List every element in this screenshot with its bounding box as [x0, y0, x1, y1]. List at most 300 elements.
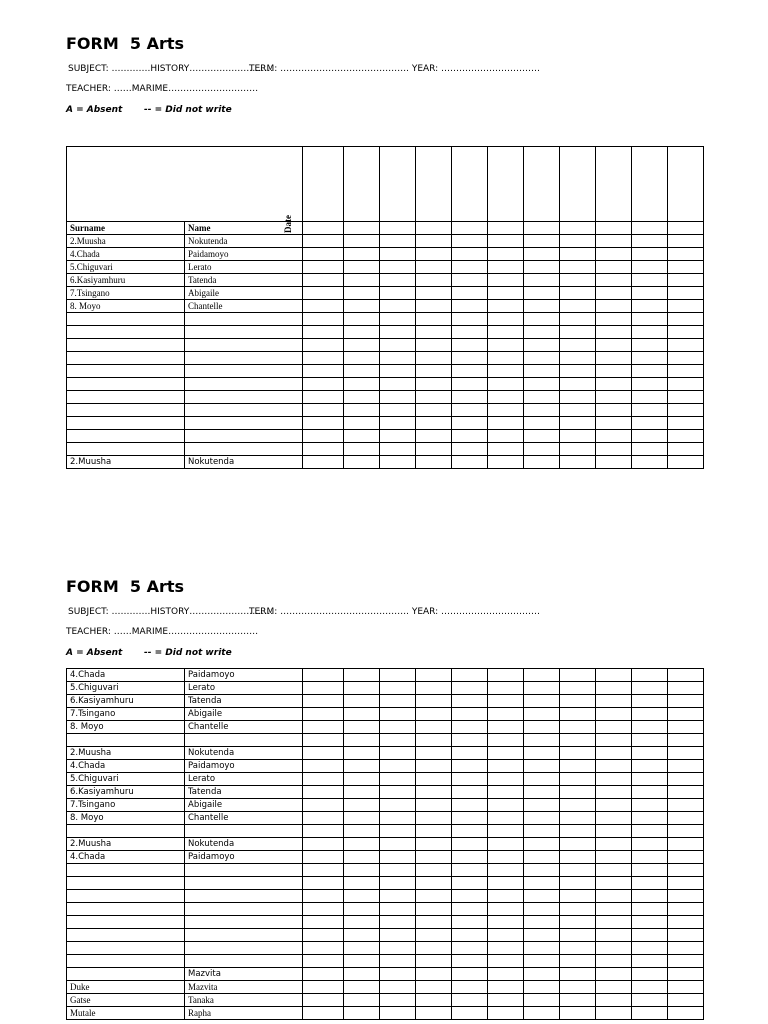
mark-cell[interactable] — [344, 838, 380, 851]
mark-cell[interactable] — [632, 864, 668, 877]
name-cell[interactable] — [185, 365, 303, 378]
mark-cell[interactable] — [452, 760, 488, 773]
surname-cell[interactable] — [67, 955, 185, 968]
mark-cell[interactable] — [632, 287, 668, 300]
mark-cell[interactable] — [416, 890, 452, 903]
surname-cell[interactable] — [67, 890, 185, 903]
mark-cell[interactable] — [380, 916, 416, 929]
mark-cell[interactable] — [416, 721, 452, 734]
mark-cell[interactable] — [488, 786, 524, 799]
mark-cell[interactable] — [560, 877, 596, 890]
mark-cell[interactable] — [668, 916, 704, 929]
mark-cell[interactable] — [380, 248, 416, 261]
mark-cell[interactable] — [452, 391, 488, 404]
surname-cell[interactable]: 4.Chada — [67, 760, 185, 773]
mark-cell[interactable] — [303, 695, 344, 708]
mark-cell[interactable] — [380, 851, 416, 864]
surname-cell[interactable] — [67, 326, 185, 339]
mark-cell[interactable] — [416, 994, 452, 1007]
mark-cell[interactable] — [560, 1007, 596, 1020]
mark-cell[interactable] — [452, 955, 488, 968]
mark-cell[interactable] — [596, 747, 632, 760]
mark-cell[interactable] — [452, 235, 488, 248]
mark-cell[interactable] — [596, 760, 632, 773]
name-cell[interactable]: Tatenda — [185, 695, 303, 708]
mark-cell[interactable] — [560, 430, 596, 443]
mark-cell[interactable] — [524, 994, 560, 1007]
mark-cell[interactable] — [303, 864, 344, 877]
mark-cell[interactable] — [380, 222, 416, 235]
surname-cell[interactable]: 8. Moyo — [67, 721, 185, 734]
mark-cell[interactable] — [303, 404, 344, 417]
mark-cell[interactable] — [303, 1007, 344, 1020]
mark-cell[interactable] — [416, 825, 452, 838]
mark-cell[interactable] — [560, 404, 596, 417]
mark-cell[interactable] — [632, 877, 668, 890]
mark-cell[interactable] — [380, 760, 416, 773]
mark-cell[interactable] — [416, 378, 452, 391]
mark-cell[interactable] — [380, 378, 416, 391]
mark-cell[interactable] — [524, 708, 560, 721]
name-cell[interactable] — [185, 430, 303, 443]
mark-cell[interactable] — [380, 339, 416, 352]
mark-cell[interactable] — [668, 365, 704, 378]
mark-cell[interactable] — [560, 747, 596, 760]
mark-cell[interactable] — [303, 916, 344, 929]
mark-cell[interactable] — [488, 365, 524, 378]
mark-cell[interactable] — [452, 799, 488, 812]
mark-cell[interactable] — [596, 825, 632, 838]
mark-cell[interactable] — [416, 773, 452, 786]
mark-cell[interactable] — [344, 760, 380, 773]
mark-cell[interactable] — [452, 274, 488, 287]
mark-cell[interactable] — [596, 695, 632, 708]
mark-cell[interactable] — [303, 365, 344, 378]
mark-cell[interactable] — [560, 443, 596, 456]
mark-cell[interactable] — [524, 903, 560, 916]
mark-cell[interactable] — [632, 773, 668, 786]
mark-cell[interactable] — [632, 799, 668, 812]
mark-cell[interactable] — [380, 981, 416, 994]
mark-cell[interactable] — [344, 391, 380, 404]
mark-cell[interactable] — [632, 721, 668, 734]
mark-cell[interactable] — [488, 456, 524, 469]
mark-cell[interactable] — [488, 352, 524, 365]
mark-cell[interactable] — [380, 708, 416, 721]
mark-cell[interactable] — [560, 669, 596, 682]
mark-cell[interactable] — [524, 747, 560, 760]
mark-cell[interactable] — [344, 968, 380, 981]
mark-cell[interactable] — [303, 903, 344, 916]
mark-cell[interactable] — [596, 851, 632, 864]
mark-cell[interactable] — [632, 760, 668, 773]
surname-cell[interactable] — [67, 404, 185, 417]
mark-cell[interactable] — [488, 222, 524, 235]
mark-cell[interactable] — [452, 877, 488, 890]
mark-cell[interactable] — [524, 248, 560, 261]
surname-cell[interactable]: Gatse — [67, 994, 185, 1007]
surname-cell[interactable]: 2.Muusha — [67, 456, 185, 469]
mark-cell[interactable] — [344, 248, 380, 261]
mark-cell[interactable] — [596, 391, 632, 404]
mark-cell[interactable] — [668, 404, 704, 417]
mark-cell[interactable] — [344, 916, 380, 929]
mark-cell[interactable] — [303, 378, 344, 391]
mark-cell[interactable] — [632, 968, 668, 981]
mark-cell[interactable] — [416, 235, 452, 248]
mark-cell[interactable] — [488, 261, 524, 274]
mark-cell[interactable] — [632, 443, 668, 456]
mark-cell[interactable] — [524, 287, 560, 300]
mark-cell[interactable] — [380, 404, 416, 417]
mark-cell[interactable] — [524, 968, 560, 981]
mark-cell[interactable] — [344, 365, 380, 378]
mark-cell[interactable] — [452, 890, 488, 903]
date-cell[interactable] — [303, 147, 344, 222]
mark-cell[interactable] — [488, 430, 524, 443]
mark-cell[interactable] — [632, 669, 668, 682]
date-cell[interactable] — [380, 147, 416, 222]
mark-cell[interactable] — [416, 313, 452, 326]
mark-cell[interactable] — [524, 734, 560, 747]
mark-cell[interactable] — [380, 955, 416, 968]
mark-cell[interactable] — [344, 851, 380, 864]
mark-cell[interactable] — [344, 942, 380, 955]
mark-cell[interactable] — [380, 994, 416, 1007]
surname-cell[interactable]: 5.Chiguvari — [67, 261, 185, 274]
mark-cell[interactable] — [344, 326, 380, 339]
mark-cell[interactable] — [416, 734, 452, 747]
mark-cell[interactable] — [344, 734, 380, 747]
date-cell[interactable] — [632, 147, 668, 222]
mark-cell[interactable] — [632, 682, 668, 695]
mark-cell[interactable] — [596, 222, 632, 235]
mark-cell[interactable] — [416, 747, 452, 760]
mark-cell[interactable] — [560, 825, 596, 838]
mark-cell[interactable] — [596, 994, 632, 1007]
name-cell[interactable]: Paidamoyo — [185, 669, 303, 682]
mark-cell[interactable] — [488, 669, 524, 682]
name-cell[interactable]: Chantelle — [185, 300, 303, 313]
mark-cell[interactable] — [303, 851, 344, 864]
mark-cell[interactable] — [303, 300, 344, 313]
surname-cell[interactable] — [67, 734, 185, 747]
mark-cell[interactable] — [596, 708, 632, 721]
mark-cell[interactable] — [524, 456, 560, 469]
mark-cell[interactable] — [668, 391, 704, 404]
mark-cell[interactable] — [596, 378, 632, 391]
mark-cell[interactable] — [303, 430, 344, 443]
mark-cell[interactable] — [488, 339, 524, 352]
mark-cell[interactable] — [380, 890, 416, 903]
mark-cell[interactable] — [452, 864, 488, 877]
mark-cell[interactable] — [452, 222, 488, 235]
mark-cell[interactable] — [488, 968, 524, 981]
mark-cell[interactable] — [632, 812, 668, 825]
mark-cell[interactable] — [416, 443, 452, 456]
mark-cell[interactable] — [560, 708, 596, 721]
mark-cell[interactable] — [344, 456, 380, 469]
date-cell[interactable] — [596, 147, 632, 222]
surname-cell[interactable]: 5.Chiguvari — [67, 773, 185, 786]
mark-cell[interactable] — [668, 903, 704, 916]
date-cell[interactable] — [524, 147, 560, 222]
mark-cell[interactable] — [524, 760, 560, 773]
mark-cell[interactable] — [303, 812, 344, 825]
mark-cell[interactable] — [488, 838, 524, 851]
mark-cell[interactable] — [416, 812, 452, 825]
mark-cell[interactable] — [560, 916, 596, 929]
name-cell[interactable]: Tanaka — [185, 994, 303, 1007]
name-cell[interactable]: Tatenda — [185, 274, 303, 287]
name-cell[interactable] — [185, 929, 303, 942]
name-cell[interactable] — [185, 955, 303, 968]
mark-cell[interactable] — [668, 799, 704, 812]
mark-cell[interactable] — [596, 890, 632, 903]
mark-cell[interactable] — [560, 903, 596, 916]
mark-cell[interactable] — [488, 235, 524, 248]
mark-cell[interactable] — [416, 339, 452, 352]
mark-cell[interactable] — [632, 838, 668, 851]
mark-cell[interactable] — [668, 326, 704, 339]
mark-cell[interactable] — [452, 838, 488, 851]
mark-cell[interactable] — [452, 734, 488, 747]
mark-cell[interactable] — [560, 261, 596, 274]
mark-cell[interactable] — [524, 235, 560, 248]
mark-cell[interactable] — [596, 456, 632, 469]
mark-cell[interactable] — [344, 877, 380, 890]
mark-cell[interactable] — [344, 786, 380, 799]
name-cell[interactable]: Nokutenda — [185, 838, 303, 851]
name-cell[interactable]: Mazvita — [185, 981, 303, 994]
mark-cell[interactable] — [303, 760, 344, 773]
surname-cell[interactable] — [67, 877, 185, 890]
mark-cell[interactable] — [596, 365, 632, 378]
surname-cell[interactable]: 6.Kasiyamhuru — [67, 786, 185, 799]
mark-cell[interactable] — [452, 404, 488, 417]
mark-cell[interactable] — [596, 235, 632, 248]
mark-cell[interactable] — [344, 404, 380, 417]
mark-cell[interactable] — [632, 391, 668, 404]
mark-cell[interactable] — [596, 721, 632, 734]
mark-cell[interactable] — [524, 682, 560, 695]
mark-cell[interactable] — [596, 942, 632, 955]
name-cell[interactable] — [185, 339, 303, 352]
mark-cell[interactable] — [380, 838, 416, 851]
mark-cell[interactable] — [668, 812, 704, 825]
mark-cell[interactable] — [668, 773, 704, 786]
mark-cell[interactable] — [416, 248, 452, 261]
mark-cell[interactable] — [560, 235, 596, 248]
mark-cell[interactable] — [303, 222, 344, 235]
mark-cell[interactable] — [560, 981, 596, 994]
mark-cell[interactable] — [668, 456, 704, 469]
mark-cell[interactable] — [452, 929, 488, 942]
date-cell[interactable] — [488, 147, 524, 222]
mark-cell[interactable] — [488, 929, 524, 942]
mark-cell[interactable] — [668, 786, 704, 799]
mark-cell[interactable] — [303, 838, 344, 851]
mark-cell[interactable] — [668, 721, 704, 734]
mark-cell[interactable] — [596, 669, 632, 682]
mark-cell[interactable] — [632, 365, 668, 378]
mark-cell[interactable] — [380, 721, 416, 734]
mark-cell[interactable] — [560, 326, 596, 339]
mark-cell[interactable] — [632, 261, 668, 274]
mark-cell[interactable] — [380, 799, 416, 812]
mark-cell[interactable] — [632, 1007, 668, 1020]
mark-cell[interactable] — [560, 942, 596, 955]
mark-cell[interactable] — [488, 443, 524, 456]
mark-cell[interactable] — [344, 443, 380, 456]
mark-cell[interactable] — [452, 378, 488, 391]
surname-cell[interactable] — [67, 968, 185, 981]
surname-cell[interactable]: 2.Muusha — [67, 838, 185, 851]
mark-cell[interactable] — [596, 313, 632, 326]
mark-cell[interactable] — [524, 222, 560, 235]
mark-cell[interactable] — [524, 916, 560, 929]
mark-cell[interactable] — [344, 773, 380, 786]
mark-cell[interactable] — [416, 877, 452, 890]
mark-cell[interactable] — [380, 877, 416, 890]
mark-cell[interactable] — [524, 378, 560, 391]
surname-cell[interactable]: 5.Chiguvari — [67, 682, 185, 695]
mark-cell[interactable] — [560, 313, 596, 326]
mark-cell[interactable] — [668, 760, 704, 773]
surname-cell[interactable] — [67, 942, 185, 955]
mark-cell[interactable] — [632, 222, 668, 235]
mark-cell[interactable] — [488, 721, 524, 734]
mark-cell[interactable] — [524, 799, 560, 812]
mark-cell[interactable] — [380, 968, 416, 981]
mark-cell[interactable] — [632, 695, 668, 708]
date-cell[interactable] — [560, 147, 596, 222]
mark-cell[interactable] — [416, 300, 452, 313]
name-cell[interactable]: Lerato — [185, 261, 303, 274]
name-cell[interactable] — [185, 890, 303, 903]
mark-cell[interactable] — [524, 365, 560, 378]
mark-cell[interactable] — [452, 261, 488, 274]
mark-cell[interactable] — [344, 747, 380, 760]
mark-cell[interactable] — [303, 747, 344, 760]
mark-cell[interactable] — [452, 721, 488, 734]
mark-cell[interactable] — [524, 300, 560, 313]
mark-cell[interactable] — [380, 443, 416, 456]
mark-cell[interactable] — [632, 929, 668, 942]
name-cell[interactable] — [185, 942, 303, 955]
mark-cell[interactable] — [488, 378, 524, 391]
mark-cell[interactable] — [488, 864, 524, 877]
name-cell[interactable] — [185, 326, 303, 339]
mark-cell[interactable] — [303, 994, 344, 1007]
mark-cell[interactable] — [488, 916, 524, 929]
name-cell[interactable]: Chantelle — [185, 721, 303, 734]
name-cell[interactable] — [185, 877, 303, 890]
mark-cell[interactable] — [380, 274, 416, 287]
mark-cell[interactable] — [380, 235, 416, 248]
mark-cell[interactable] — [560, 838, 596, 851]
name-cell[interactable]: Abigaile — [185, 799, 303, 812]
mark-cell[interactable] — [344, 981, 380, 994]
mark-cell[interactable] — [452, 981, 488, 994]
mark-cell[interactable] — [452, 994, 488, 1007]
mark-cell[interactable] — [560, 456, 596, 469]
mark-cell[interactable] — [488, 708, 524, 721]
mark-cell[interactable] — [344, 890, 380, 903]
surname-cell[interactable]: 8. Moyo — [67, 300, 185, 313]
mark-cell[interactable] — [488, 903, 524, 916]
mark-cell[interactable] — [380, 300, 416, 313]
name-cell[interactable]: Mazvita — [185, 968, 303, 981]
mark-cell[interactable] — [524, 326, 560, 339]
mark-cell[interactable] — [303, 669, 344, 682]
mark-cell[interactable] — [596, 903, 632, 916]
mark-cell[interactable] — [344, 695, 380, 708]
mark-cell[interactable] — [668, 443, 704, 456]
mark-cell[interactable] — [416, 695, 452, 708]
mark-cell[interactable] — [303, 877, 344, 890]
mark-cell[interactable] — [560, 248, 596, 261]
mark-cell[interactable] — [668, 890, 704, 903]
mark-cell[interactable] — [416, 981, 452, 994]
mark-cell[interactable] — [560, 682, 596, 695]
mark-cell[interactable] — [524, 890, 560, 903]
mark-cell[interactable] — [632, 994, 668, 1007]
mark-cell[interactable] — [303, 326, 344, 339]
mark-cell[interactable] — [380, 669, 416, 682]
name-cell[interactable]: Tatenda — [185, 786, 303, 799]
mark-cell[interactable] — [344, 864, 380, 877]
surname-cell[interactable] — [67, 929, 185, 942]
mark-cell[interactable] — [416, 430, 452, 443]
mark-cell[interactable] — [303, 235, 344, 248]
mark-cell[interactable] — [488, 890, 524, 903]
mark-cell[interactable] — [560, 734, 596, 747]
mark-cell[interactable] — [632, 903, 668, 916]
mark-cell[interactable] — [524, 313, 560, 326]
mark-cell[interactable] — [380, 734, 416, 747]
mark-cell[interactable] — [560, 929, 596, 942]
mark-cell[interactable] — [303, 890, 344, 903]
mark-cell[interactable] — [524, 430, 560, 443]
mark-cell[interactable] — [632, 734, 668, 747]
mark-cell[interactable] — [344, 994, 380, 1007]
mark-cell[interactable] — [416, 955, 452, 968]
mark-cell[interactable] — [668, 968, 704, 981]
mark-cell[interactable] — [596, 1007, 632, 1020]
mark-cell[interactable] — [452, 916, 488, 929]
mark-cell[interactable] — [416, 682, 452, 695]
mark-cell[interactable] — [344, 669, 380, 682]
mark-cell[interactable] — [668, 430, 704, 443]
mark-cell[interactable] — [524, 669, 560, 682]
mark-cell[interactable] — [596, 248, 632, 261]
mark-cell[interactable] — [632, 786, 668, 799]
mark-cell[interactable] — [668, 669, 704, 682]
surname-cell[interactable] — [67, 339, 185, 352]
mark-cell[interactable] — [452, 443, 488, 456]
surname-cell[interactable] — [67, 864, 185, 877]
mark-cell[interactable] — [596, 786, 632, 799]
mark-cell[interactable] — [632, 825, 668, 838]
mark-cell[interactable] — [560, 851, 596, 864]
name-cell[interactable]: Rapha — [185, 1007, 303, 1020]
mark-cell[interactable] — [452, 352, 488, 365]
mark-cell[interactable] — [416, 287, 452, 300]
mark-cell[interactable] — [668, 955, 704, 968]
mark-cell[interactable] — [560, 773, 596, 786]
mark-cell[interactable] — [488, 981, 524, 994]
